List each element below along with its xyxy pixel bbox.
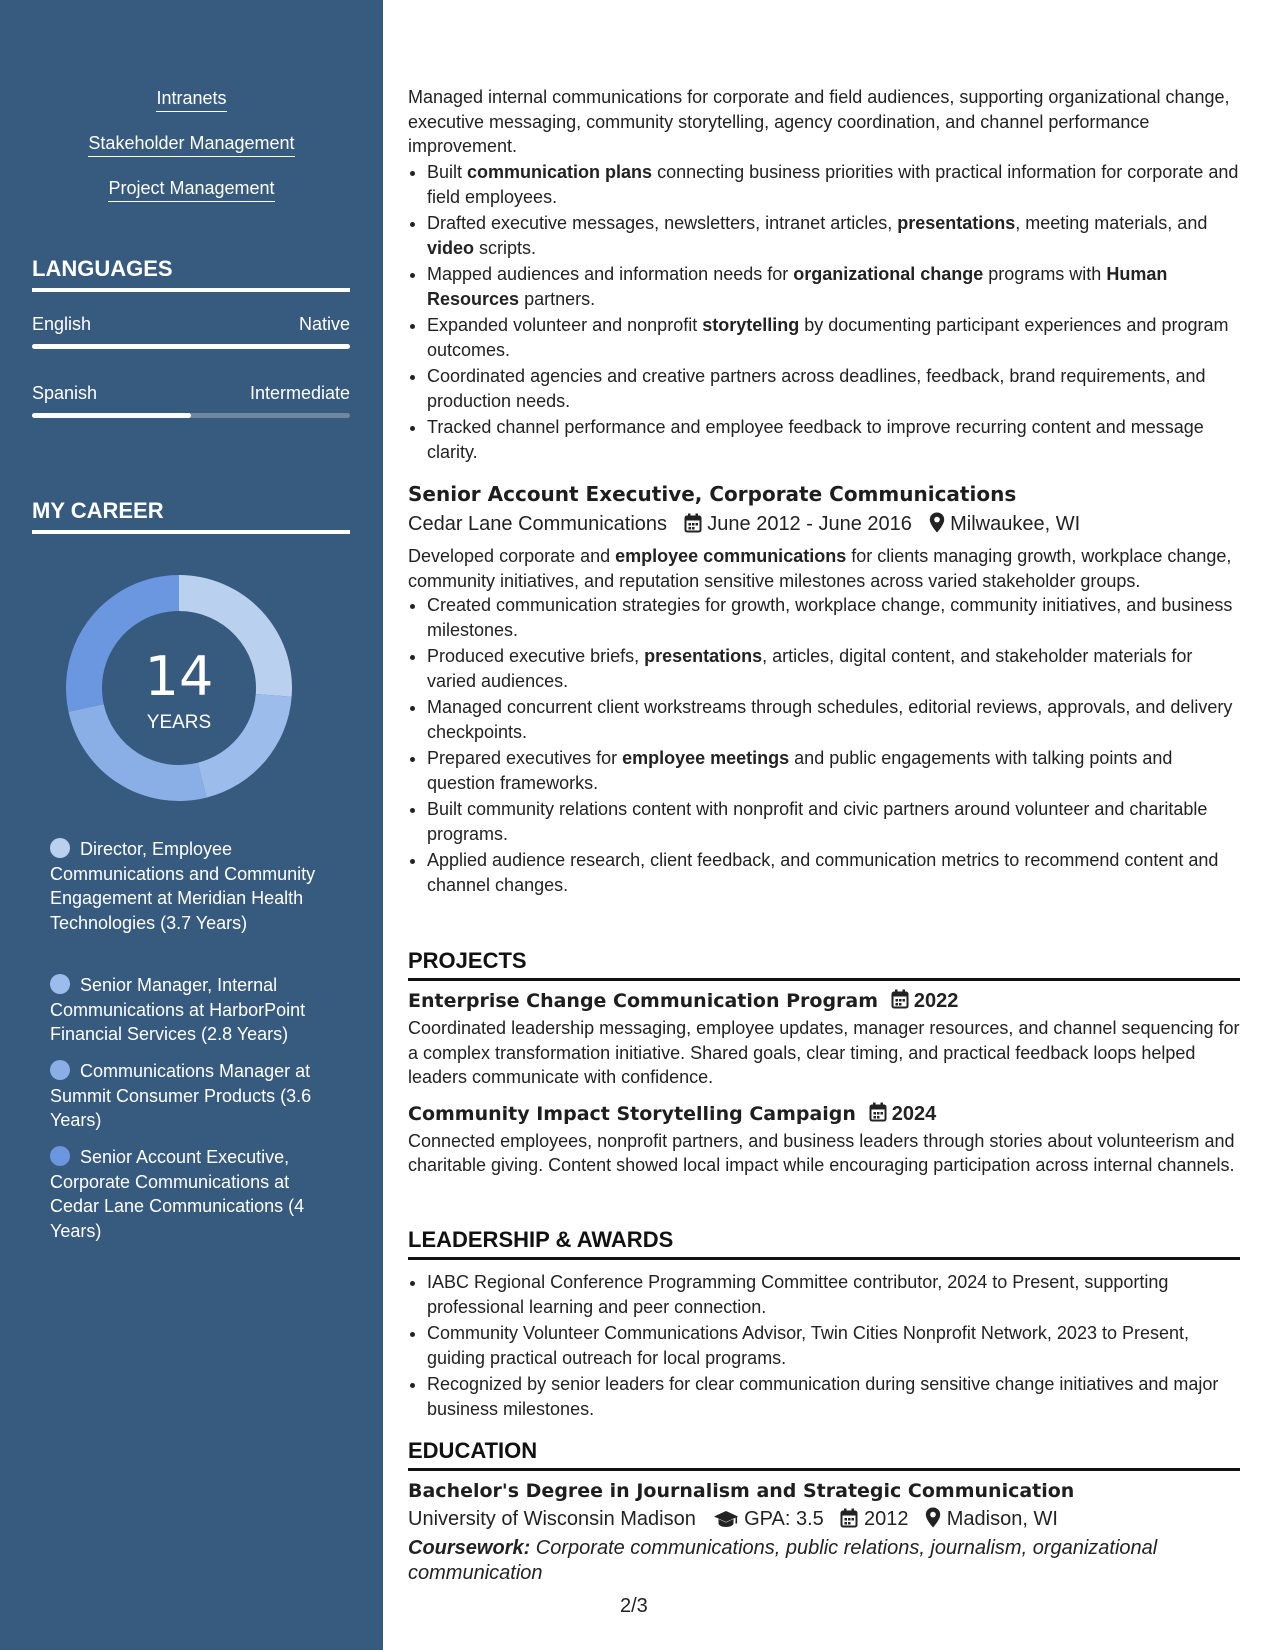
projects-heading: PROJECTS [408, 948, 1240, 981]
bullet-item [427, 593, 1240, 642]
bold-phrase: presentations [897, 213, 1016, 233]
career-legend-dot [50, 974, 70, 994]
text-segment: Drafted executive messages, newsletters, intranet articles, [427, 213, 898, 233]
bullet-item [427, 797, 1240, 846]
map-pin-icon [929, 512, 945, 533]
bold-phrase: employee communications [615, 546, 847, 566]
language-fill [32, 344, 350, 349]
coursework-text: Corporate communications, public relations, journalism, organizational communication [408, 1537, 1158, 1584]
graduation-year: 2012 [864, 1508, 909, 1530]
bullet-item [427, 211, 1240, 260]
award-item: • Community Volunteer Communications Advisor, Twin Cities Nonprofit Network, 2023 to Present, guiding practical outreach for local programs. [427, 1321, 1240, 1370]
language-fill [32, 413, 191, 418]
text-segment: Built community relations content with nonprofit and civic partners around volunteer and charitable programs. [427, 799, 1208, 844]
gpa: GPA: 3.5 [744, 1508, 824, 1530]
career-total-number: 14 [144, 645, 214, 708]
text-segment: connecting business priorities with practical information for corporate and field employees. [427, 162, 1239, 207]
project-description: Connected employees, nonprofit partners, and business leaders through stories about volunteerism and charitable giving. Content showed local impact while encouraging participation across internal channels. [408, 1130, 1235, 1175]
job2 [408, 482, 1240, 899]
degree-title: Bachelor's Degree in Journalism and Strategic Communication [408, 1480, 1075, 1502]
skill-project-management[interactable]: Project Management [0, 178, 383, 199]
project-header [408, 1102, 1240, 1126]
text-segment: , articles, digital content, and stakeholder materials for varied audiences. [427, 646, 1193, 691]
text-segment: scripts. [474, 237, 537, 258]
bold-phrase: organizational change [793, 264, 984, 284]
school-name: University of Wisconsin Madison [408, 1508, 696, 1530]
calendar-icon [840, 1508, 858, 1528]
career-legend-dot [50, 1146, 70, 1166]
text-segment: Created communication strategies for growth, workplace change, community initiatives, and business milestones. [427, 595, 1233, 640]
bullet-item [427, 644, 1240, 693]
job-title: Senior Account Executive, Corporate Communications [408, 482, 1017, 506]
graduation-cap-icon [713, 1510, 739, 1528]
project-item [408, 1102, 1240, 1178]
career-donut-segment [198, 694, 292, 798]
job-location: Milwaukee, WI [950, 513, 1081, 535]
project-year: 2022 [913, 990, 959, 1012]
awards-heading: LEADERSHIP & AWARDS [408, 1227, 1240, 1260]
job-dates: June 2012 - June 2016 [707, 513, 912, 535]
project-item [408, 989, 1240, 1090]
career-donut-chart [66, 575, 292, 801]
job2-bullets [408, 593, 1240, 897]
education-section [408, 1438, 1240, 1585]
text-segment: Developed corporate and [408, 546, 616, 566]
bullet-item [427, 746, 1240, 795]
calendar-icon [891, 989, 909, 1009]
text-segment: Tracked channel performance and employee feedback to improve recurring content and message clarity. [427, 417, 1204, 462]
project-title: Community Impact Storytelling Campaign [408, 1102, 856, 1125]
career-legend-dot [50, 1060, 70, 1080]
award-item: • IABC Regional Conference Programming Committee contributor, 2024 to Present, supporting professional learning and peer connection. [427, 1270, 1240, 1319]
bullet-item [427, 415, 1240, 464]
bullet-item [427, 160, 1240, 209]
education-meta [408, 1507, 1240, 1531]
language-bar-english [32, 344, 350, 349]
project-header [408, 989, 1240, 1013]
sidebar [0, 0, 383, 1650]
text-segment: and public engagements with talking points and question frameworks. [427, 748, 1173, 793]
language-spanish [32, 383, 350, 404]
job1-bullets [408, 160, 1240, 466]
text-segment: Coordinated agencies and creative partners across deadlines, feedback, brand requirements, and production needs. [427, 366, 1206, 411]
award-item: • Recognized by senior leaders for clear communication during sensitive change initiatives and major business milestones. [427, 1372, 1240, 1421]
languages-heading: LANGUAGES [32, 256, 350, 292]
project-title: Enterprise Change Communication Program [408, 990, 879, 1012]
map-pin-icon [925, 1507, 941, 1528]
bold-phrase: video [427, 237, 475, 258]
text-segment: programs with [983, 264, 1107, 284]
text-segment: Produced executive briefs, [427, 646, 645, 666]
language-level: Native [298, 314, 350, 334]
bold-phrase: Human Resources [427, 264, 1168, 309]
job-meta [408, 512, 1240, 536]
career-item: Senior Manager, Internal Communications at HarborPoint Financial Services (2.8 Years) [50, 975, 306, 1044]
awards-section [408, 1227, 1240, 1423]
career-item: Senior Account Executive, Corporate Communications at Cedar Lane Communications (4 Years) [50, 1147, 305, 1241]
text-segment: partners. [519, 288, 596, 309]
project-description: Coordinated leadership messaging, employee updates, manager resources, and channel sequencing for a complex transformation initiative. Shared goals, clear timing, and practical feedback loops helped leaders communicate with confidence. [408, 1018, 1240, 1087]
text-segment: by documenting participant experiences and program outcomes. [427, 315, 1229, 360]
bold-phrase: employee meetings [622, 748, 790, 768]
skill-stakeholder-management[interactable]: Stakeholder Management [0, 133, 383, 154]
job1-summary: Managed internal communications for corporate and field audiences, supporting organizational change, executive messaging, community storytelling, agency coordination, and channel performance improvement. [408, 87, 1230, 156]
career-heading: MY CAREER [32, 498, 350, 534]
skill-intranets[interactable]: Intranets [0, 88, 383, 109]
job2-summary [408, 544, 1240, 593]
text-segment: Mapped audiences and information needs for [427, 264, 794, 284]
language-name: Spanish [32, 383, 98, 403]
text-segment: , meeting materials, and [1015, 213, 1208, 233]
page-number: 2/3 [620, 1595, 648, 1617]
bullet-item [427, 262, 1240, 311]
bullet-item [427, 848, 1240, 897]
job-company: Cedar Lane Communications [408, 513, 668, 535]
education-heading: EDUCATION [408, 1438, 1240, 1471]
text-segment: Built [427, 162, 468, 182]
awards-list [408, 1270, 1240, 1421]
text-segment: Applied audience research, client feedback, and communication metrics to recommend content and channel changes. [427, 850, 1219, 895]
projects-section [408, 948, 1240, 1178]
text-segment: Managed concurrent client workstreams through schedules, editorial reviews, approvals, and delivery checkpoints. [427, 697, 1233, 742]
career-item: Director, Employee Communications and Community Engagement at Meridian Health Technologies (3.7 Years) [50, 839, 316, 933]
bullet-item [427, 364, 1240, 413]
coursework [408, 1536, 1240, 1585]
language-bar-spanish [32, 413, 350, 418]
language-english [32, 314, 350, 335]
coursework-label: Coursework: [408, 1537, 531, 1559]
text-segment: for clients managing growth, workplace change, community initiatives, and reputation sensitive milestones across varied stakeholder groups. [408, 546, 1232, 591]
calendar-icon [869, 1102, 887, 1122]
bullet-item [427, 313, 1240, 362]
school-location: Madison, WI [946, 1508, 1058, 1530]
project-year: 2024 [891, 1102, 937, 1125]
language-name: English [32, 314, 92, 334]
bold-phrase: presentations [644, 646, 763, 666]
career-item: Communications Manager at Summit Consumer Products (3.6 Years) [50, 1061, 312, 1130]
text-segment: Expanded volunteer and nonprofit [427, 315, 703, 335]
career-legend-dot [50, 838, 70, 858]
bullet-item [427, 695, 1240, 744]
calendar-icon [684, 513, 702, 533]
bold-phrase: communication plans [467, 162, 653, 182]
text-segment: Prepared executives for [427, 748, 623, 768]
language-level: Intermediate [249, 383, 350, 403]
bold-phrase: storytelling [702, 315, 800, 335]
career-total-unit: YEARS [146, 712, 212, 733]
